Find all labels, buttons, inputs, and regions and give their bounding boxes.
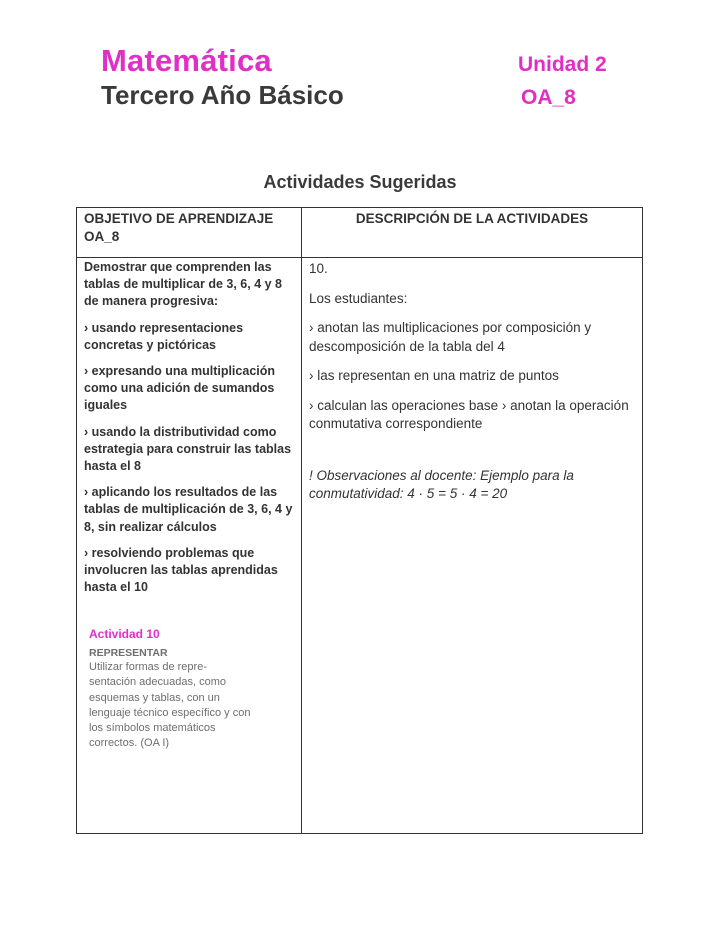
objective-column-header: OBJETIVO DE APRENDIZAJE OA_8 [84, 211, 274, 244]
description-item: › anotan las multiplicaciones por composición y descomposición de la tabla del 4 [309, 320, 592, 354]
subject-title: Matemática [101, 43, 272, 78]
grade-subtitle: Tercero Año Básico [101, 80, 344, 110]
description-lead: Los estudiantes: [309, 290, 408, 306]
activity-box [89, 627, 294, 752]
objective-code: OA_8 [521, 86, 576, 109]
header-divider [77, 257, 642, 258]
activities-table [76, 207, 643, 834]
description-cell [309, 260, 634, 515]
description-item: › las representan en una matriz de puntos [309, 368, 559, 383]
activity-text: Utilizar formas de repre-sentación adecuadas, como esquemas y tablas, con un lenguaje técnico específico y con los símbolos matemáticos correctos. (OA I) [89, 661, 251, 750]
objective-cell [84, 259, 296, 605]
objective-item: › aplicando los resultados de las tablas de multiplicación de 3, 6, 4 y 8, sin realizar cálculos [84, 485, 293, 534]
objective-item: › expresando una multiplicación como una adición de sumandos iguales [84, 364, 276, 413]
description-item: › calculan las operaciones base › anotan la operación conmutativa correspondiente [309, 397, 629, 431]
column-divider [301, 208, 302, 833]
objective-intro: Demostrar que comprenden las tablas de multiplicar de 3, 6, 4 y 8 de manera progresiva: [84, 260, 282, 309]
objective-item: › resolviendo problemas que involucren las tablas aprendidas hasta el 10 [84, 545, 278, 595]
section-title: Actividades Sugeridas [263, 172, 457, 192]
activity-number: 10. [309, 261, 328, 276]
objective-item: › usando la distributividad como estrategia para construir las tablas hasta el 8 [84, 424, 292, 474]
activity-title: Actividad 10 [89, 627, 160, 641]
unit-label: Unidad 2 [518, 53, 607, 76]
teacher-observation: ! Observaciones al docente: Ejemplo para la conmutatividad: 4 · 5 = 5 · 4 = 20 [309, 467, 574, 501]
objective-item: › usando representaciones concretas y pictóricas [84, 320, 244, 352]
activity-label: REPRESENTAR [89, 647, 168, 659]
description-column-header: DESCRIPCIÓN DE LA ACTIVIDADES [355, 211, 589, 226]
